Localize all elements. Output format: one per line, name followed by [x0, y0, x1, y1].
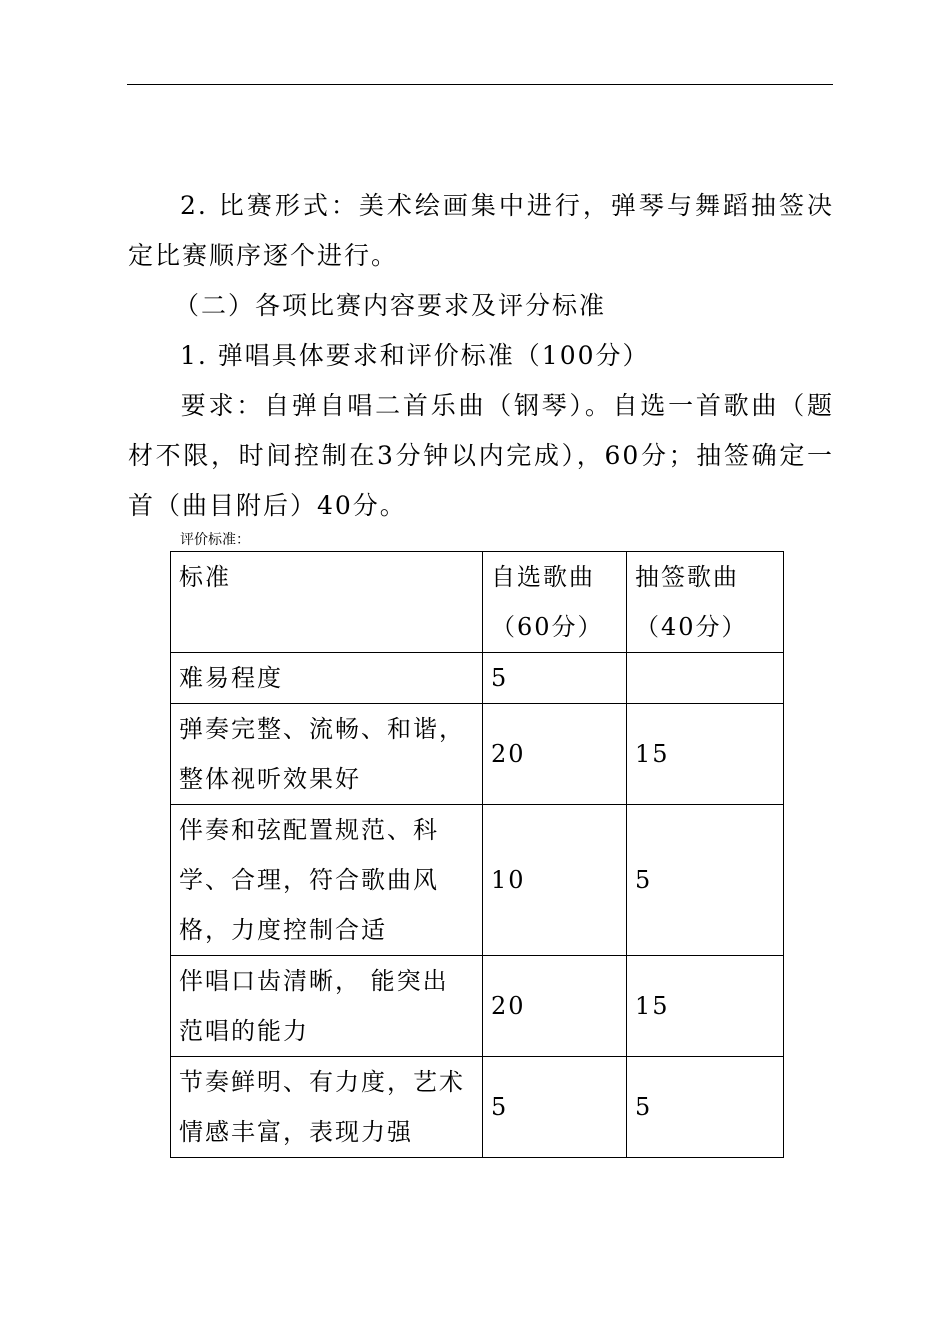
section-heading-text: （二）各项比赛内容要求及评分标准 [174, 291, 607, 320]
criterion-cell: 节奏鲜明、有力度，艺术情感丰富，表现力强 [171, 1057, 483, 1158]
self-score-cell: 5 [483, 653, 627, 704]
header-self-selected-points: （60分） [491, 613, 604, 641]
self-score-cell: 20 [483, 704, 627, 805]
paragraph-requirements-text: 要求：自弹自唱二首乐曲（钢琴）。自选一首歌曲（题材不限，时间控制在3分钟以内完成），60分；抽签确定一首（曲目附后）40分。 [128, 391, 834, 520]
paragraph-competition-format [128, 181, 834, 281]
self-score-cell: 5 [483, 1057, 627, 1158]
self-score-cell: 20 [483, 956, 627, 1057]
header-drawn [627, 552, 784, 653]
table-row [171, 704, 784, 805]
header-criterion: 标准 [171, 552, 483, 653]
criterion-cell: 弹奏完整、流畅、和谐，整体视听效果好 [171, 704, 483, 805]
section-heading [128, 281, 834, 331]
table-row [171, 956, 784, 1057]
paragraph-competition-format-text: 2. 比赛形式：美术绘画集中进行，弹琴与舞蹈抽签决定比赛顺序逐个进行。 [128, 191, 834, 270]
table-header-row [171, 552, 784, 653]
subsection-heading [128, 331, 834, 381]
evaluation-table [170, 551, 784, 1158]
criterion-cell: 伴奏和弦配置规范、科学、合理，符合歌曲风格，力度控制合适 [171, 805, 483, 956]
subsection-heading-text: 1. 弹唱具体要求和评价标准（100分） [180, 341, 650, 370]
paragraph-requirements [128, 381, 834, 531]
self-score-cell: 10 [483, 805, 627, 956]
draw-score-cell: 5 [627, 1057, 784, 1158]
table-caption: 评价标准： [180, 532, 250, 548]
criterion-cell: 伴唱口齿清晰， 能突出范唱的能力 [171, 956, 483, 1057]
draw-score-cell: 15 [627, 956, 784, 1057]
header-self-selected [483, 552, 627, 653]
header-rule [127, 84, 833, 85]
header-drawn-title: 抽签歌曲 [635, 563, 739, 591]
draw-score-cell: 15 [627, 704, 784, 805]
draw-score-cell: 5 [627, 805, 784, 956]
draw-score-cell [627, 653, 784, 704]
header-drawn-points: （40分） [635, 613, 748, 641]
criterion-cell: 难易程度 [171, 653, 483, 704]
header-self-selected-title: 自选歌曲 [491, 563, 595, 591]
table-row [171, 805, 784, 956]
table-row [171, 1057, 784, 1158]
table-row [171, 653, 784, 704]
